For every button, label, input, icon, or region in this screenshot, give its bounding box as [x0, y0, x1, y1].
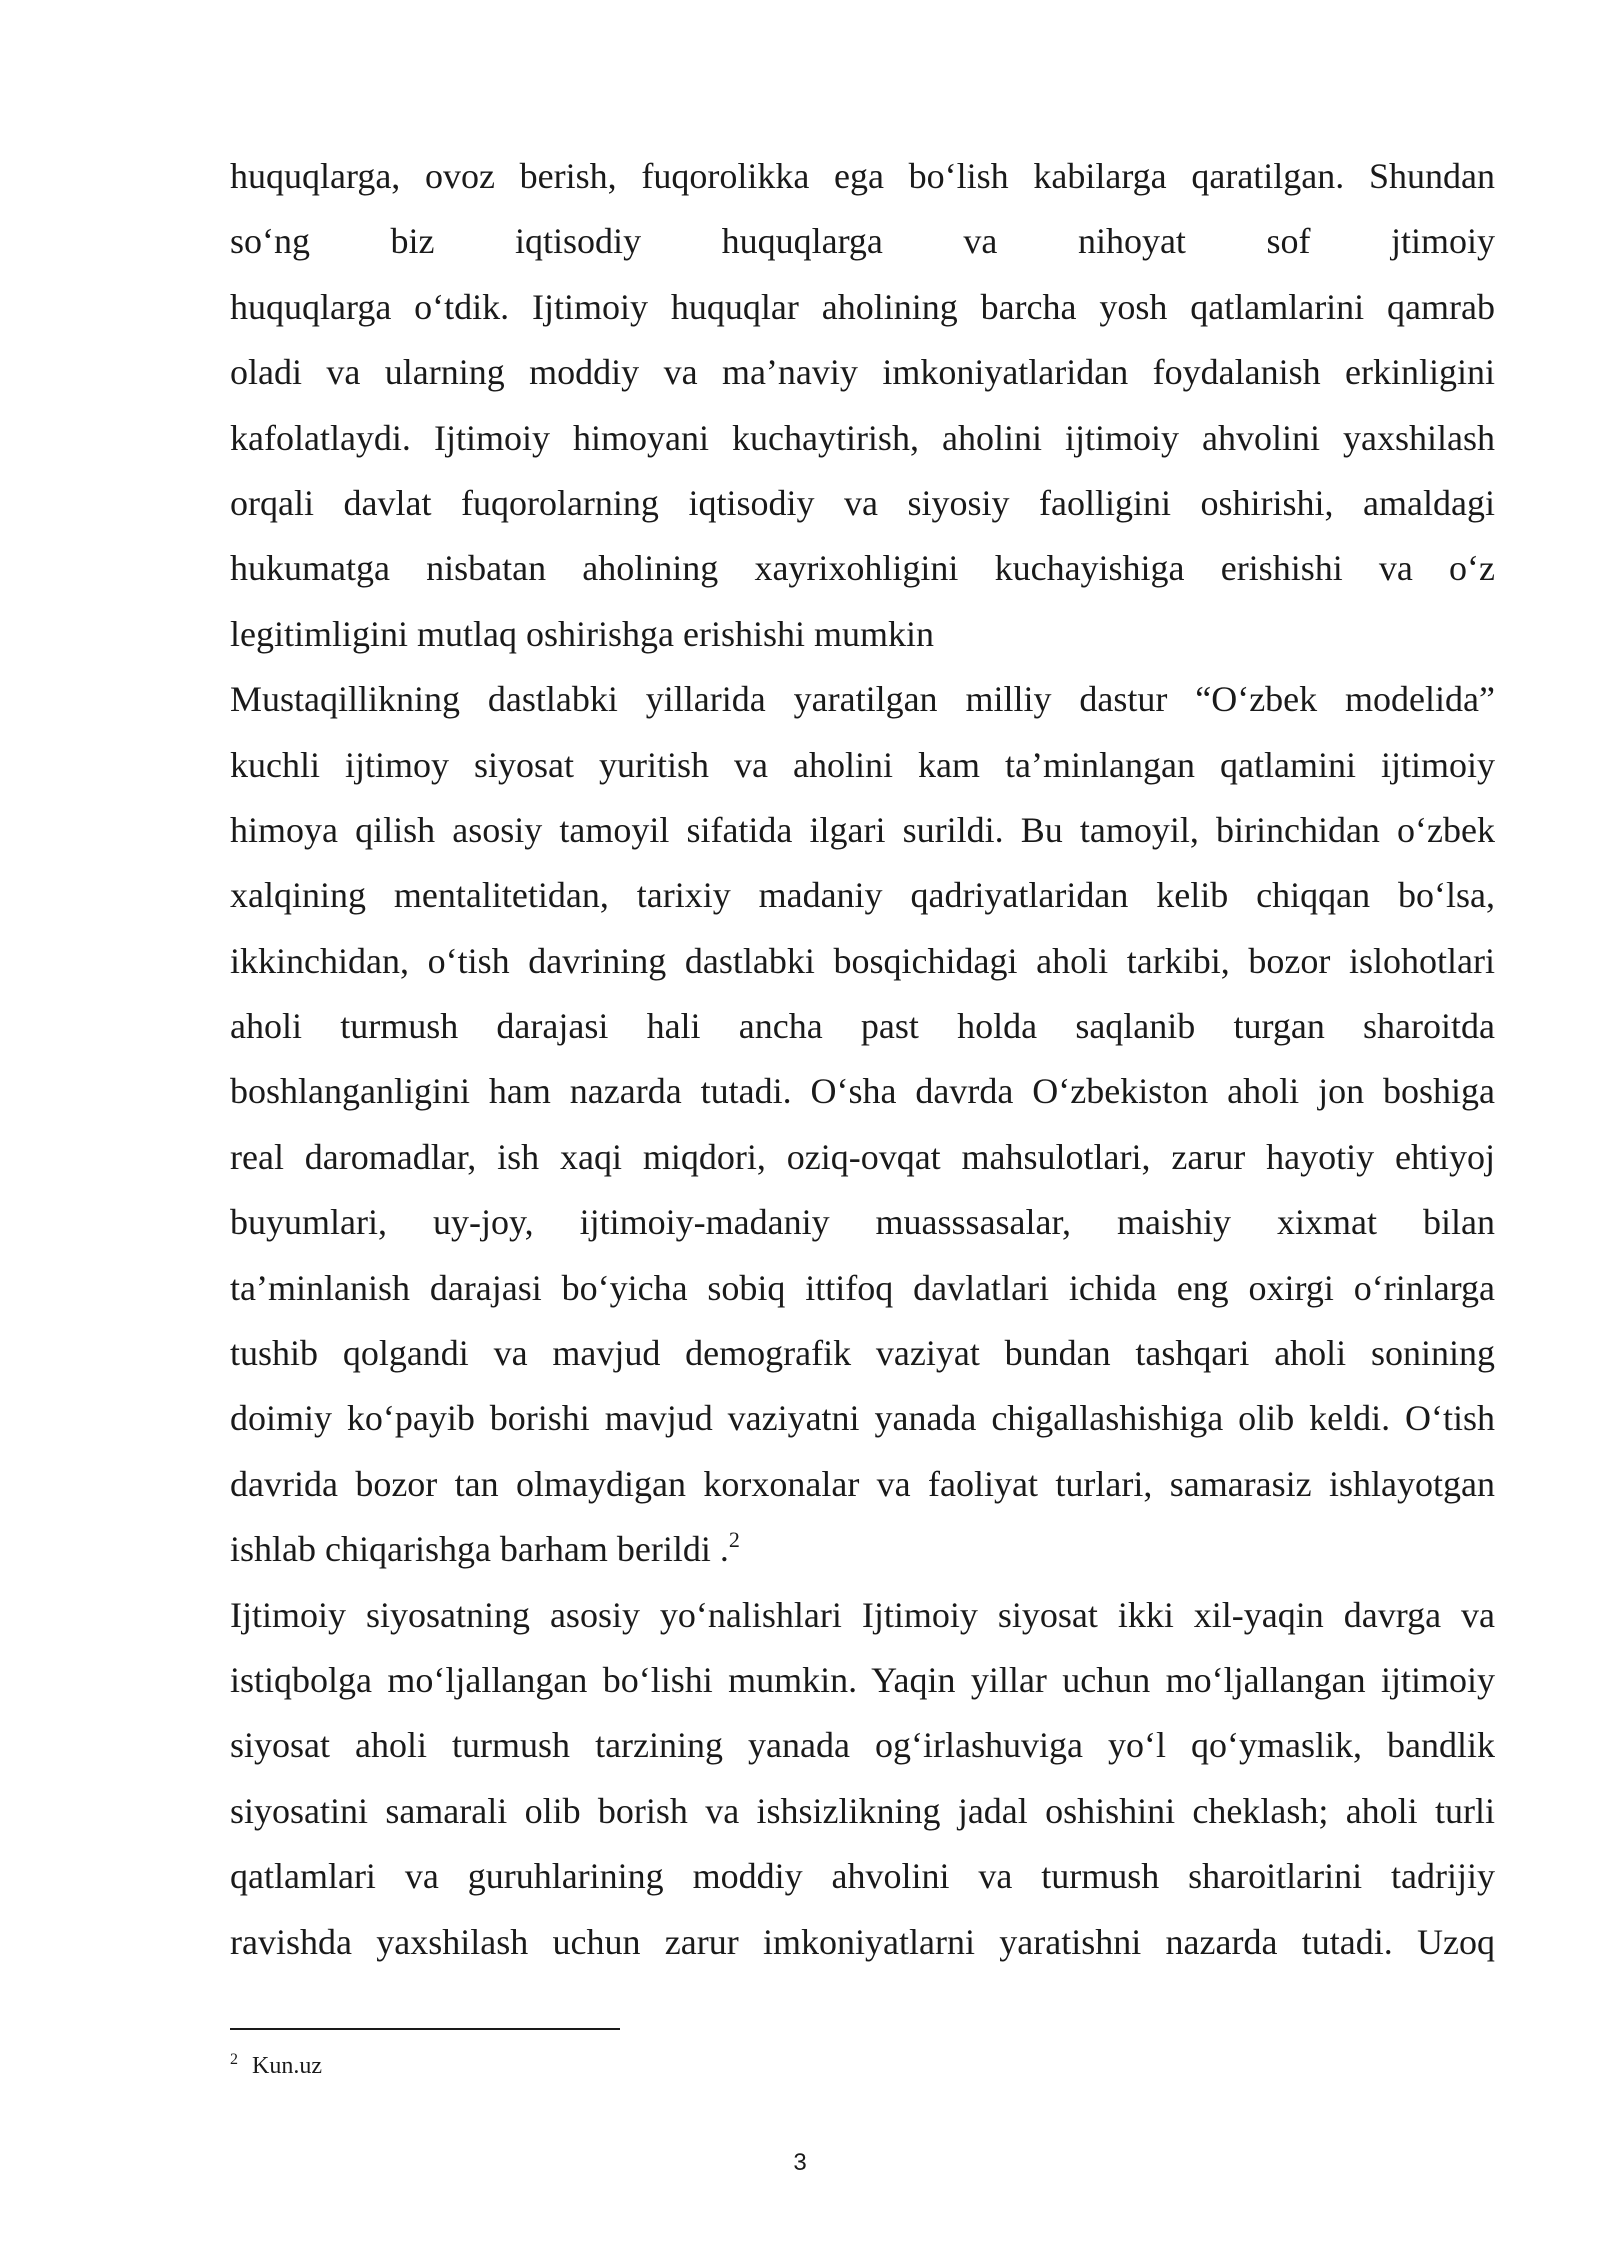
text-line	[230, 1198, 1495, 1263]
line-text: legitimligini mutlaq oshirishga erishishi mumkin	[230, 613, 934, 654]
line-text: ikkinchidan, o‘tish davrining dastlabki bosqichidagi aholi tarkibi, bozor islohotlari	[230, 940, 1495, 981]
line-text: davrida bozor tan olmaydigan korxonalar va faoliyat turlari, samarasiz ishlayotgan	[230, 1463, 1495, 1504]
text-line	[230, 1721, 1495, 1786]
line-text: ravishda yaxshilash uchun zarur imkoniyatlarni yaratishni nazarda tutadi. Uzoq	[230, 1921, 1495, 1962]
line-text: aholi turmush darajasi hali ancha past holda saqlanib turgan sharoitda	[230, 1006, 1495, 1047]
text-line	[230, 1067, 1495, 1132]
line-text: istiqbolga mo‘ljallangan bo‘lishi mumkin. Yaqin yillar uchun mo‘ljallangan ijtimoiy	[230, 1659, 1495, 1700]
line-text: Mustaqillikning dastlabki yillarida yaratilgan milliy dastur “O‘zbek modelida”	[230, 679, 1495, 720]
page-number: 3	[793, 2149, 807, 2176]
footnote-text: Kun.uz	[252, 2053, 322, 2079]
line-text: ta’minlanish darajasi bo‘yicha sobiq ittifoq davlatlari ichida eng oxirgi o‘rinlarga	[230, 1267, 1495, 1308]
text-line	[230, 544, 1495, 609]
text-line	[230, 1656, 1495, 1721]
footnote-reference[interactable]: 2	[728, 1527, 740, 1553]
text-line	[230, 217, 1495, 282]
line-text: qatlamlari va guruhlarining moddiy ahvolini va turmush sharoitlarini tadrijiy	[230, 1856, 1495, 1897]
line-text: huquqlarga o‘tdik. Ijtimoiy huquqlar aholining barcha yosh qatlamlarini qamrab	[230, 286, 1495, 327]
text-line	[230, 348, 1495, 413]
text-line	[230, 152, 1495, 217]
line-text: kafolatlaydi. Ijtimoiy himoyani kuchaytirish, aholini ijtimoiy ahvolini yaxshilash	[230, 417, 1495, 458]
line-text: kuchli ijtimoy siyosat yuritish va aholini kam ta’minlangan qatlamini ijtimoiy	[230, 744, 1495, 785]
line-text: orqali davlat fuqorolarning iqtisodiy va siyosiy faolligini oshirishi, amaldagi	[230, 482, 1495, 523]
line-text: doimiy ko‘payib borishi mavjud vaziyatni yanada chigallashishiga olib keldi. O‘tish	[230, 1398, 1495, 1439]
line-text: buyumlari, uy-joy, ijtimoiy-madaniy muasssasalar, maishiy xixmat bilan	[230, 1202, 1495, 1243]
text-line	[230, 283, 1495, 348]
text-line	[230, 414, 1495, 479]
line-text: real daromadlar, ish xaqi miqdori, oziq-ovqat mahsulotlari, zarur hayotiy ehtiyoj	[230, 1136, 1495, 1177]
text-line	[230, 1852, 1495, 1917]
text-line	[230, 1264, 1495, 1329]
line-text: hukumatga nisbatan aholining xayrixohligini kuchayishiga erishishi va o‘z	[230, 548, 1495, 589]
text-line	[230, 806, 1495, 871]
text-line	[230, 675, 1495, 740]
text-line	[230, 1329, 1495, 1394]
text-line	[230, 1591, 1495, 1656]
text-line	[230, 871, 1495, 936]
line-text: himoya qilish asosiy tamoyil sifatida ilgari surildi. Bu tamoyil, birinchidan o‘zbek	[230, 809, 1495, 850]
body-text	[230, 152, 1495, 1983]
text-line	[230, 937, 1495, 1002]
footnote	[230, 2044, 322, 2082]
line-text: xalqining mentalitetidan, tarixiy madaniy qadriyatlaridan kelib chiqqan bo‘lsa,	[230, 875, 1495, 916]
line-text: so‘ng biz iqtisodiy huquqlarga va nihoyat sof jtimoiy	[230, 221, 1495, 262]
footnote-number: 2	[230, 2051, 238, 2068]
text-line	[230, 1787, 1495, 1852]
text-line	[230, 1133, 1495, 1198]
line-text: huquqlarga, ovoz berish, fuqorolikka ega bo‘lish kabilarga qaratilgan. Shundan	[230, 156, 1495, 196]
line-text: tushib qolgandi va mavjud demografik vaziyat bundan tashqari aholi sonining	[230, 1333, 1495, 1374]
text-line	[230, 1918, 1495, 1983]
line-text: siyosat aholi turmush tarzining yanada og‘irlashuviga yo‘l qo‘ymaslik, bandlik	[230, 1725, 1495, 1766]
line-text: Ijtimoiy siyosatning asosiy yo‘nalishlari Ijtimoiy siyosat ikki xil-yaqin davrga va	[230, 1594, 1495, 1635]
line-text: boshlanganligini ham nazarda tutadi. O‘sha davrda O‘zbekiston aholi jon boshiga	[230, 1071, 1495, 1112]
text-line	[230, 610, 1495, 675]
line-text: oladi va ularning moddiy va ma’naviy imkoniyatlaridan foydalanish erkinligini	[230, 352, 1495, 393]
line-text: siyosatini samarali olib borish va ishsizlikning jadal oshishini cheklash; aholi turli	[230, 1790, 1495, 1831]
text-line	[230, 741, 1495, 806]
line-text: ishlab chiqarishga barham berildi .	[230, 1529, 729, 1570]
text-line	[230, 479, 1495, 544]
text-line	[230, 1525, 1495, 1590]
footnote-separator	[230, 2028, 620, 2030]
text-line	[230, 1002, 1495, 1067]
text-line	[230, 1460, 1495, 1525]
text-line	[230, 1394, 1495, 1459]
